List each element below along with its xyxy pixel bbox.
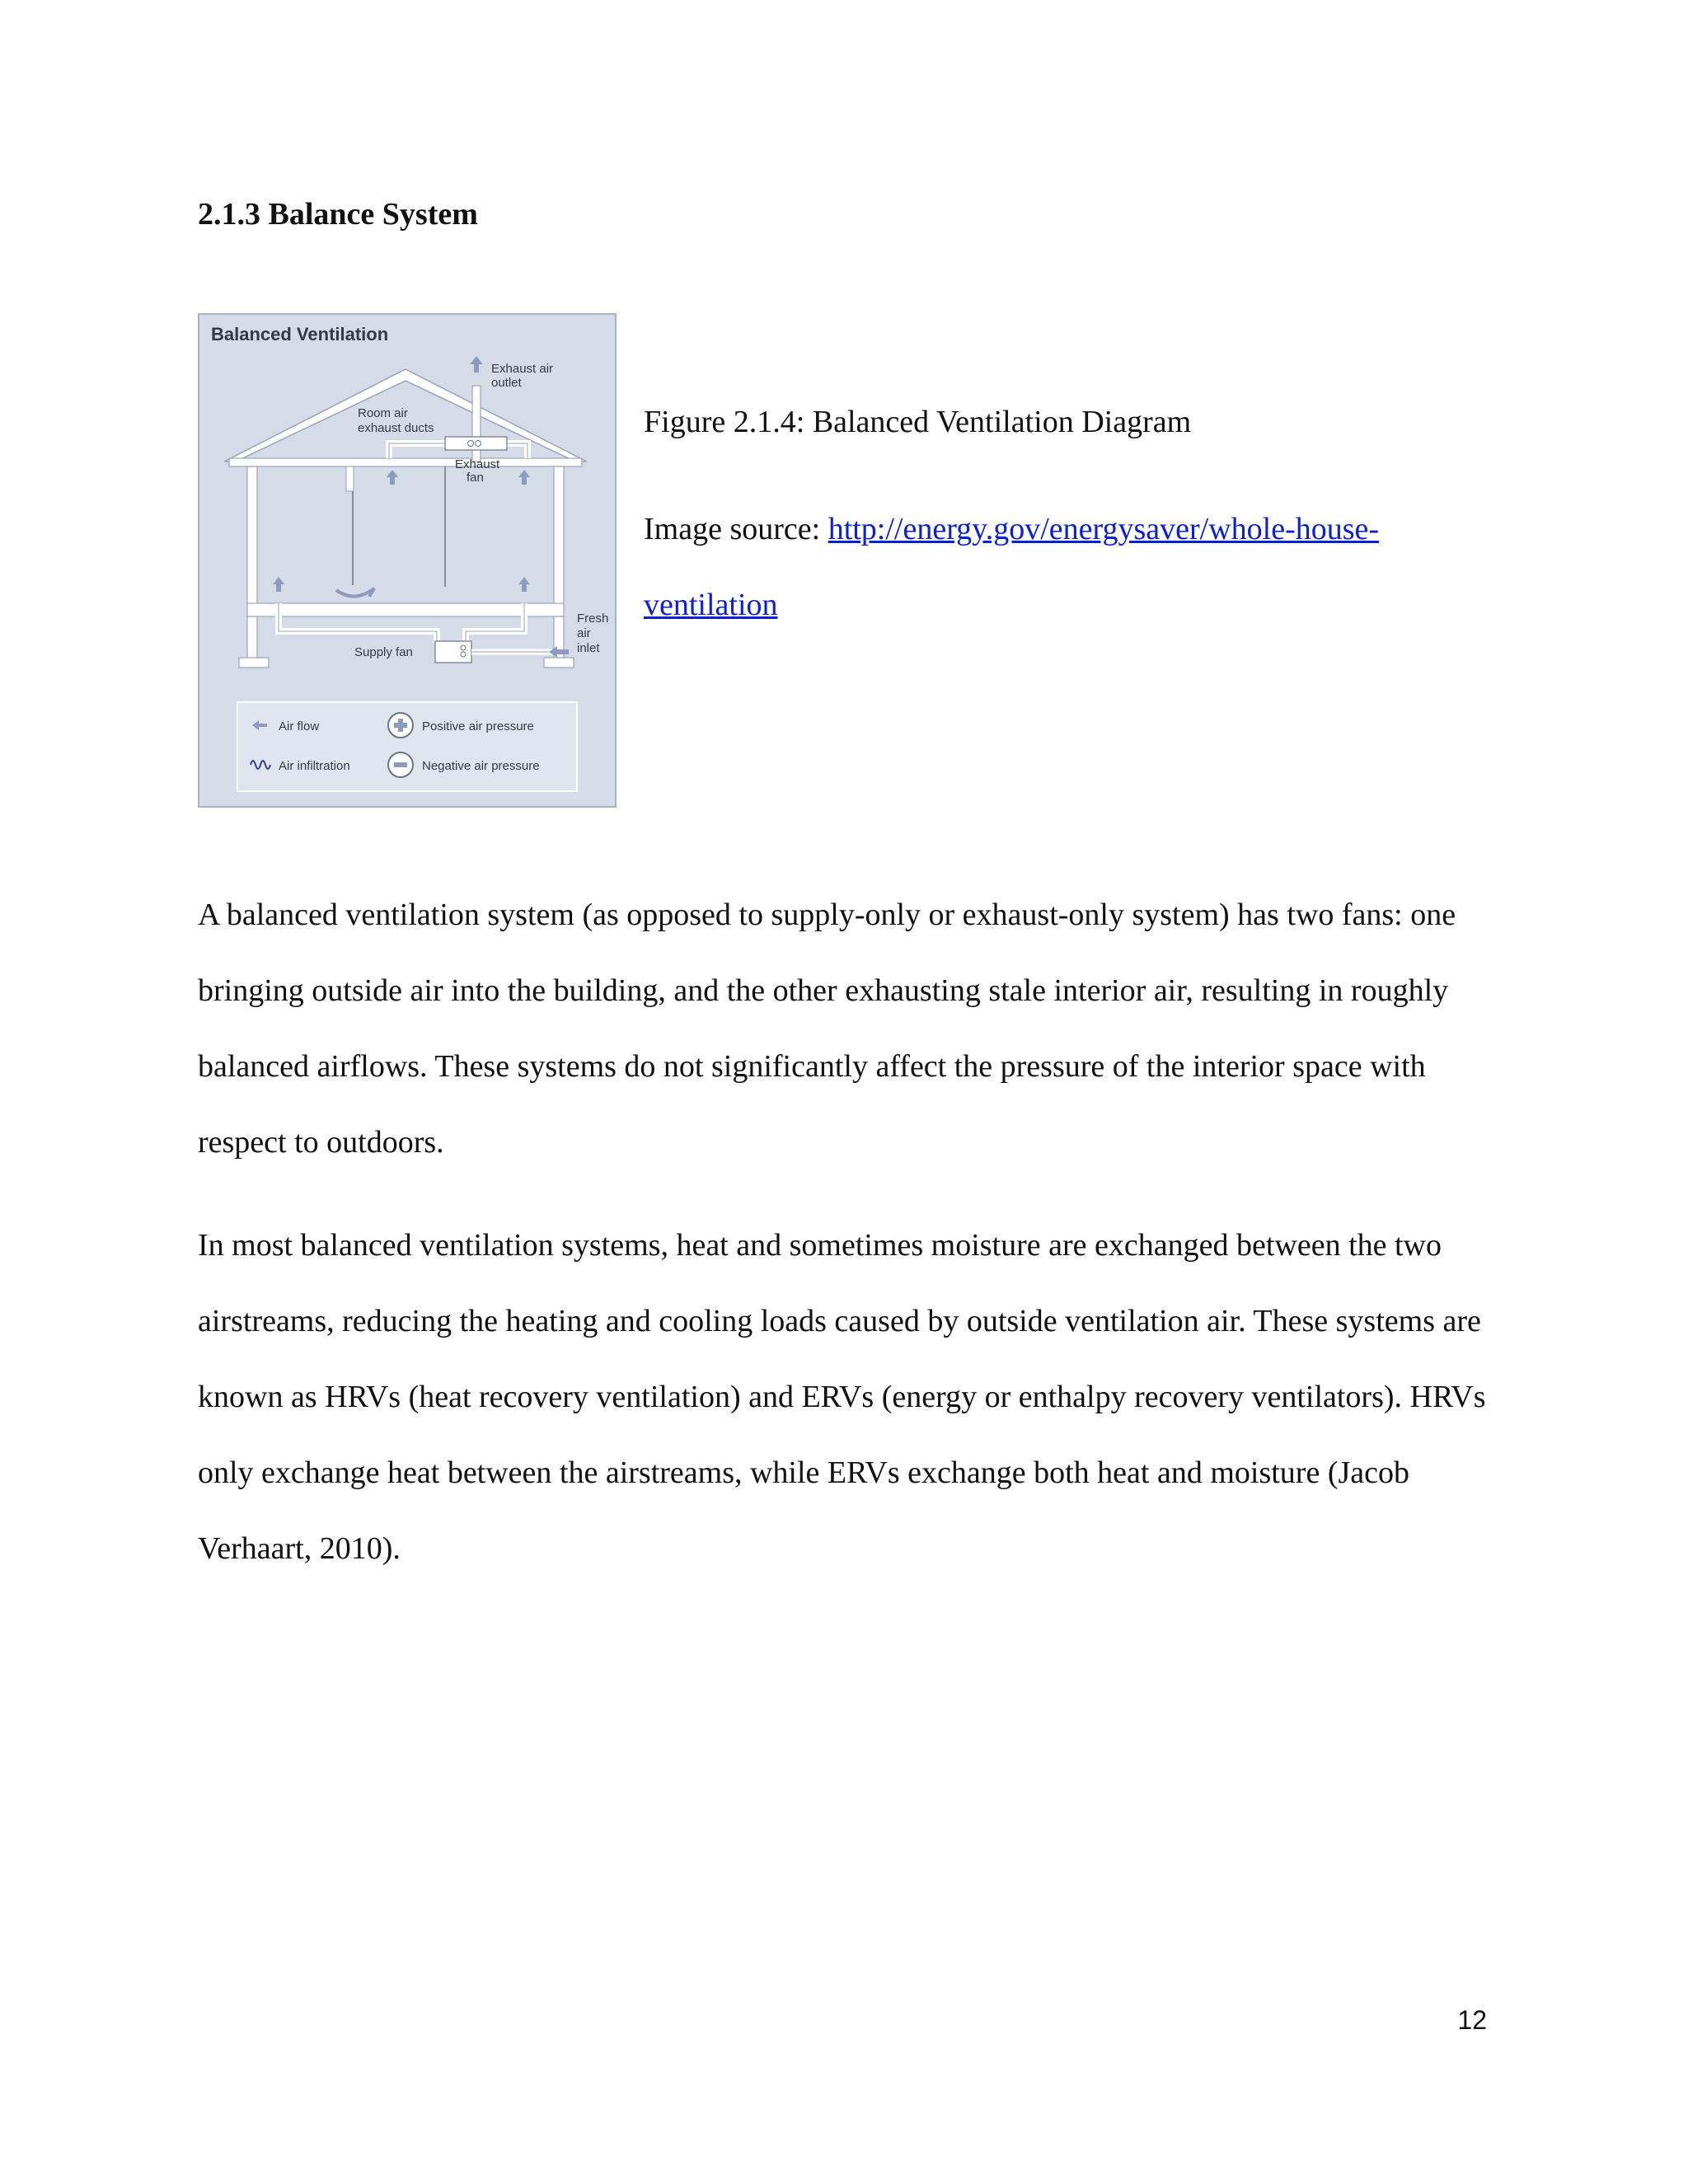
left-wall <box>247 466 257 607</box>
section-heading: 2.1.3 Balance System <box>198 197 478 232</box>
right-wall <box>554 466 564 607</box>
image-source-prefix: Image source: <box>644 512 828 546</box>
right-footing <box>544 658 574 668</box>
exhaust-fan-label: Exhaust <box>455 457 500 471</box>
exhaust-air-outlet-label: Exhaust air <box>491 362 554 376</box>
ceiling-fixture <box>346 466 354 491</box>
image-source-link[interactable]: http://energy.gov/energysaver/whole-house-ventilation <box>644 512 1380 622</box>
positive-pressure-legend-label: Positive air pressure <box>422 719 534 733</box>
exhaust-fan-icon <box>445 437 507 450</box>
fresh-air-inlet-label: Fresh <box>577 612 609 626</box>
body-paragraph: In most balanced ventilation systems, heat and sometimes moisture are exchanged between the two airstreams, reducing the heating and cooling loads caused by outside ventilation air. These systems are known as HRVs (heat recovery ventilation) and ERVs (energy or enthalpy recovery ventilators). HRVs only exchange heat between the airstreams, while ERVs exchange both heat and moisture (Jacob Verhaart, 2010). <box>198 1228 1486 1566</box>
figure-caption: Figure 2.1.4: Balanced Ventilation Diagram <box>644 405 1192 439</box>
ventilation-diagram <box>198 313 617 808</box>
left-post <box>247 616 257 663</box>
exhaust-fan-label: fan <box>467 471 484 485</box>
air-infiltration-legend-label: Air infiltration <box>279 759 350 773</box>
minus-bar <box>394 762 407 767</box>
negative-pressure-legend-label: Negative air pressure <box>422 759 540 773</box>
body-paragraph: A balanced ventilation system (as opposed to supply-only or exhaust-only system) has two fans: one bringing outside air into the building, and the other exhausting stale interior air, resulting in roughly balanced airflows. These systems do not significantly affect the pressure of the interior space with respect to outdoors. <box>198 898 1456 1160</box>
room-air-ducts-label: exhaust ducts <box>358 421 434 435</box>
ceiling-beam <box>229 458 582 466</box>
supply-fan-icon <box>435 641 471 663</box>
exhaust-air-outlet-label: outlet <box>491 376 522 390</box>
supply-fan-label: Supply fan <box>354 645 413 659</box>
image-source <box>644 491 1468 643</box>
fresh-air-inlet-label: air <box>577 626 591 640</box>
left-footing <box>239 658 269 668</box>
balanced-ventilation-figure <box>198 313 617 808</box>
fresh-air-inlet-label: inlet <box>577 641 600 655</box>
main-floor <box>247 603 564 616</box>
air-flow-legend-label: Air flow <box>279 719 320 733</box>
plus-vertical-bar <box>398 719 403 732</box>
page-number: 12 <box>1457 2005 1487 2035</box>
diagram-title: Balanced Ventilation <box>211 324 389 344</box>
room-air-ducts-label: Room air <box>358 406 408 420</box>
